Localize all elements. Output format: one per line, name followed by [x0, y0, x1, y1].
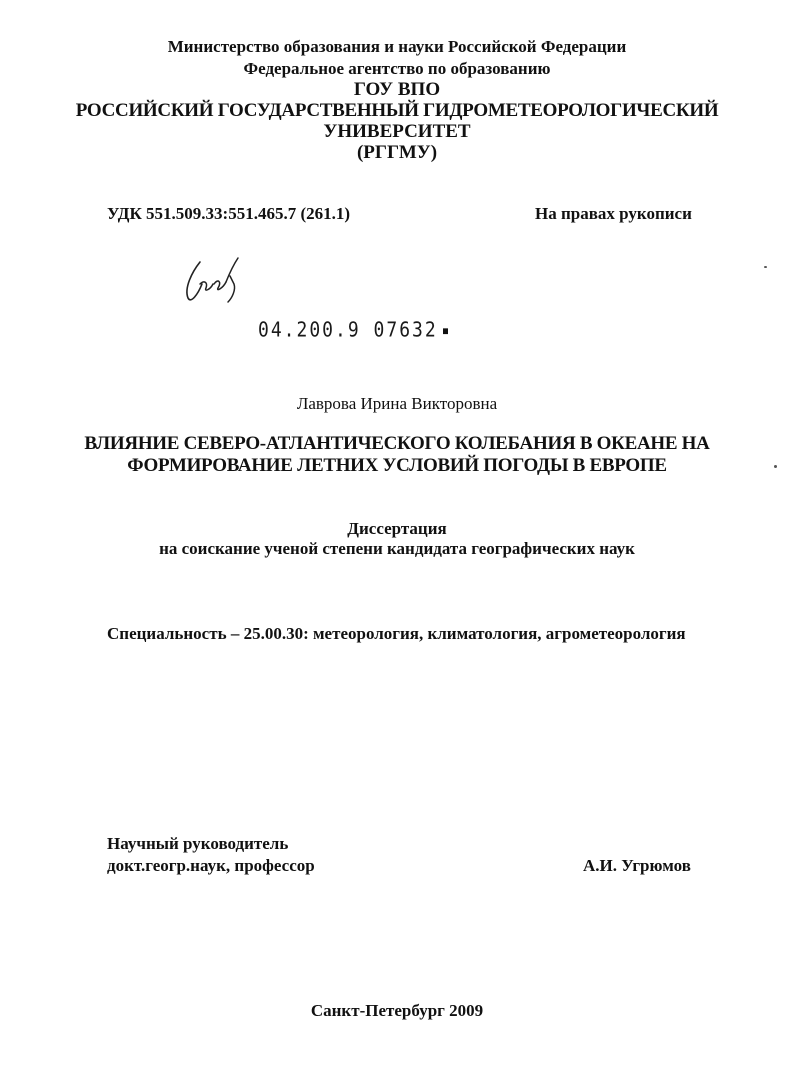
work-type-label: Диссертация [347, 519, 447, 538]
udk-code: УДК 551.509.33:551.465.7 (261.1) [107, 204, 351, 223]
institution-type: ГОУ ВПО [353, 79, 441, 100]
agency-line: Федеральное агентство по образованию [243, 59, 551, 78]
supervisor-degree: докт.геогр.наук, профессор [107, 856, 315, 875]
university-name-line1: РОССИЙСКИЙ ГОСУДАРСТВЕННЫЙ ГИДРОМЕТЕОРОЛОГИЧЕСКИЙ [75, 100, 719, 121]
rights-notice: На правах рукописи [535, 204, 692, 223]
title-line1: ВЛИЯНИЕ СЕВЕРО-АТЛАНТИЧЕСКОГО КОЛЕБАНИЯ В ОКЕАНЕ НА [84, 433, 710, 454]
university-name-line2: УНИВЕРСИТЕТ [323, 121, 471, 142]
registration-stamp [258, 318, 448, 342]
ministry-line: Министерство образования и науки Российской Федерации [167, 37, 627, 56]
scan-speck [764, 266, 767, 268]
university-abbreviation: (РГГМУ) [356, 142, 438, 163]
stamp-dot [443, 328, 448, 334]
work-type-purpose: на соискание ученой степени кандидата географических наук [159, 539, 635, 558]
registration-number: 04.200.9 07632 [258, 318, 438, 343]
place-year: Санкт-Петербург 2009 [310, 1001, 484, 1020]
title-line2: ФОРМИРОВАНИЕ ЛЕТНИХ УСЛОВИЙ ПОГОДЫ В ЕВРОПЕ [127, 455, 667, 476]
author-name: Лаврова Ирина Викторовна [296, 394, 498, 413]
scan-speck [774, 465, 777, 468]
supervisor-name: А.И. Угрюмов [583, 856, 691, 875]
specialty-line: Специальность – 25.00.30: метеорология, климатология, агрометеорология [107, 624, 686, 643]
supervisor-role: Научный руководитель [107, 834, 289, 853]
handwritten-signature-mark [178, 254, 248, 306]
